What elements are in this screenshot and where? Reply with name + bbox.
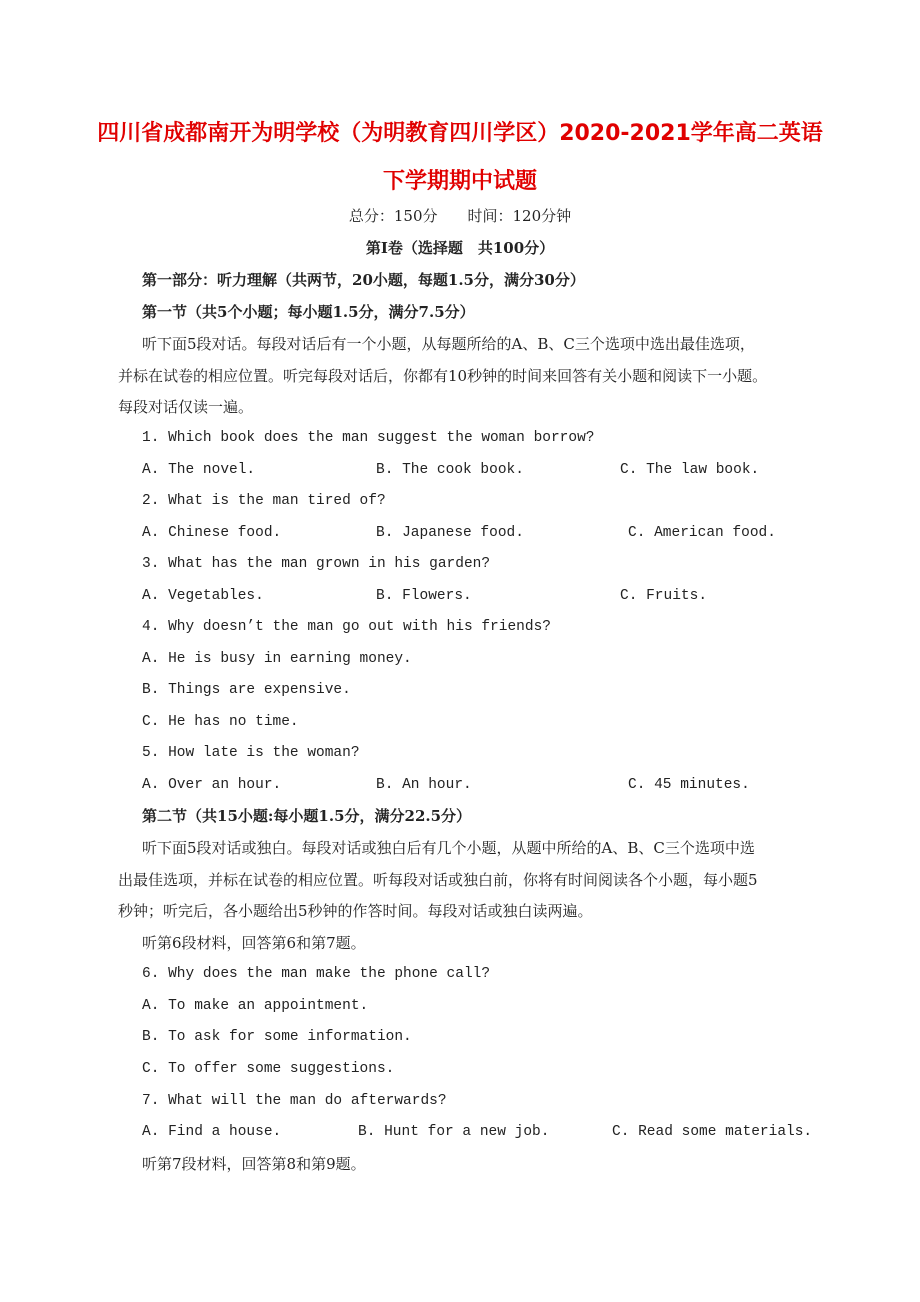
volume-heading: 第Ⅰ卷（选择题 共100分） — [365, 239, 555, 257]
exam-meta: 总分：150分 时间：120分钟 — [348, 207, 572, 225]
material-note: 听第7段材料，回答第8和第9题。 — [142, 1155, 366, 1173]
section2-heading: 第二节（共15小题:每小题1.5分，满分22.5分） — [142, 807, 472, 825]
instructions-line: 每段对话仅读一遍。 — [118, 398, 254, 416]
instructions-line: 听下面5段对话或独白。每段对话或独白后有几个小题，从题中所给的A、B、C三个选项中选 — [142, 839, 755, 857]
option: C. Read some materials. — [612, 1124, 813, 1140]
option: C. 45 minutes. — [628, 777, 750, 793]
option: C. The law book. — [620, 462, 760, 478]
question: 5. How late is the woman? — [142, 745, 360, 761]
part-heading: 第一部分：听力理解（共两节，20小题，每题1.5分，满分30分） — [142, 271, 585, 289]
question: 3. What has the man grown in his garden? — [142, 556, 491, 572]
question: 6. Why does the man make the phone call? — [142, 966, 491, 982]
option: B. Japanese food. — [376, 525, 524, 541]
option: C. He has no time. — [142, 714, 299, 730]
option: C. To offer some suggestions. — [142, 1061, 395, 1077]
option: A. Over an hour. — [142, 777, 282, 793]
option: C. Fruits. — [620, 588, 708, 604]
instructions-line: 听下面5段对话。每段对话后有一个小题，从每题所给的A、B、C三个选项中选出最佳选项， — [142, 335, 755, 353]
instructions-line: 出最佳选项，并标在试卷的相应位置。听每段对话或独白前，你将有时间阅读各个小题，每小题5 — [118, 871, 758, 889]
option: A. To make an appointment. — [142, 998, 369, 1014]
document-title-line2: 下学期期中试题 — [382, 169, 537, 194]
option: B. Hunt for a new job. — [358, 1124, 550, 1140]
material-note: 听第6段材料，回答第6和第7题。 — [142, 934, 366, 952]
option: A. Find a house. — [142, 1124, 282, 1140]
option: B. To ask for some information. — [142, 1029, 412, 1045]
option: B. Flowers. — [376, 588, 472, 604]
instructions-line: 秒钟；听完后，各小题给出5秒钟的作答时间。每段对话或独白读两遍。 — [118, 902, 593, 920]
option: B. An hour. — [376, 777, 472, 793]
document-title-line1: 四川省成都南开为明学校（为明教育四川学区）2020-2021学年高二英语 — [97, 121, 823, 146]
option: C. American food. — [628, 525, 776, 541]
question: 2. What is the man tired of? — [142, 493, 386, 509]
question: 4. Why doesn’t the man go out with his friends? — [142, 619, 551, 635]
option: B. The cook book. — [376, 462, 524, 478]
question: 7. What will the man do afterwards? — [142, 1093, 447, 1109]
question: 1. Which book does the man suggest the woman borrow? — [142, 430, 595, 446]
option: A. He is busy in earning money. — [142, 651, 412, 667]
instructions-line: 并标在试卷的相应位置。听完每段对话后，你都有10秒钟的时间来回答有关小题和阅读下一小题。 — [118, 367, 768, 385]
option: A. Vegetables. — [142, 588, 264, 604]
section1-heading: 第一节（共5个小题；每小题1.5分，满分7.5分） — [142, 303, 475, 321]
option: B. Things are expensive. — [142, 682, 351, 698]
option: A. The novel. — [142, 462, 256, 478]
option: A. Chinese food. — [142, 525, 282, 541]
